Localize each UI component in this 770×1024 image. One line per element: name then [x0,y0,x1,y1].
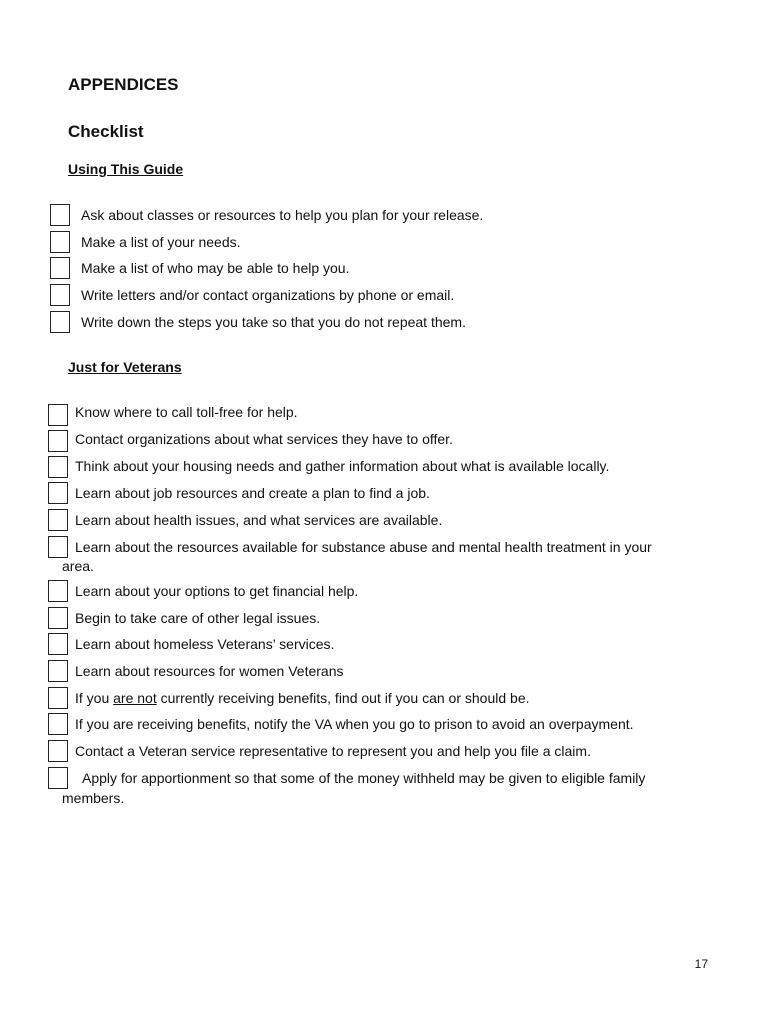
appendices-heading: APPENDICES [68,75,179,94]
checkbox[interactable] [48,633,68,655]
checkbox[interactable] [50,284,70,306]
checkbox[interactable] [50,311,70,333]
checkbox[interactable] [48,607,68,629]
checkbox[interactable] [50,204,70,226]
checkbox[interactable] [48,740,68,762]
checkbox[interactable] [48,580,68,602]
checkbox[interactable] [48,713,68,735]
section-title-veterans: Just for Veterans [68,359,182,375]
checkbox[interactable] [48,509,68,531]
checkbox[interactable] [48,767,68,789]
checkbox[interactable] [48,536,68,558]
list-item-continuation: members. [62,790,125,806]
list-item-continuation: area. [62,558,94,574]
checkbox[interactable] [48,482,68,504]
checkbox[interactable] [48,430,68,452]
checkbox[interactable] [50,231,70,253]
checkbox[interactable] [48,660,68,682]
checkbox[interactable] [48,456,68,478]
checkbox[interactable] [48,404,68,426]
checkbox[interactable] [48,687,68,709]
section-title-using-guide: Using This Guide [68,161,184,177]
emphasis-are-not: are not [113,690,157,706]
checkbox[interactable] [50,257,70,279]
page-number: 17 [694,957,708,971]
checklist-heading: Checklist [68,122,144,141]
